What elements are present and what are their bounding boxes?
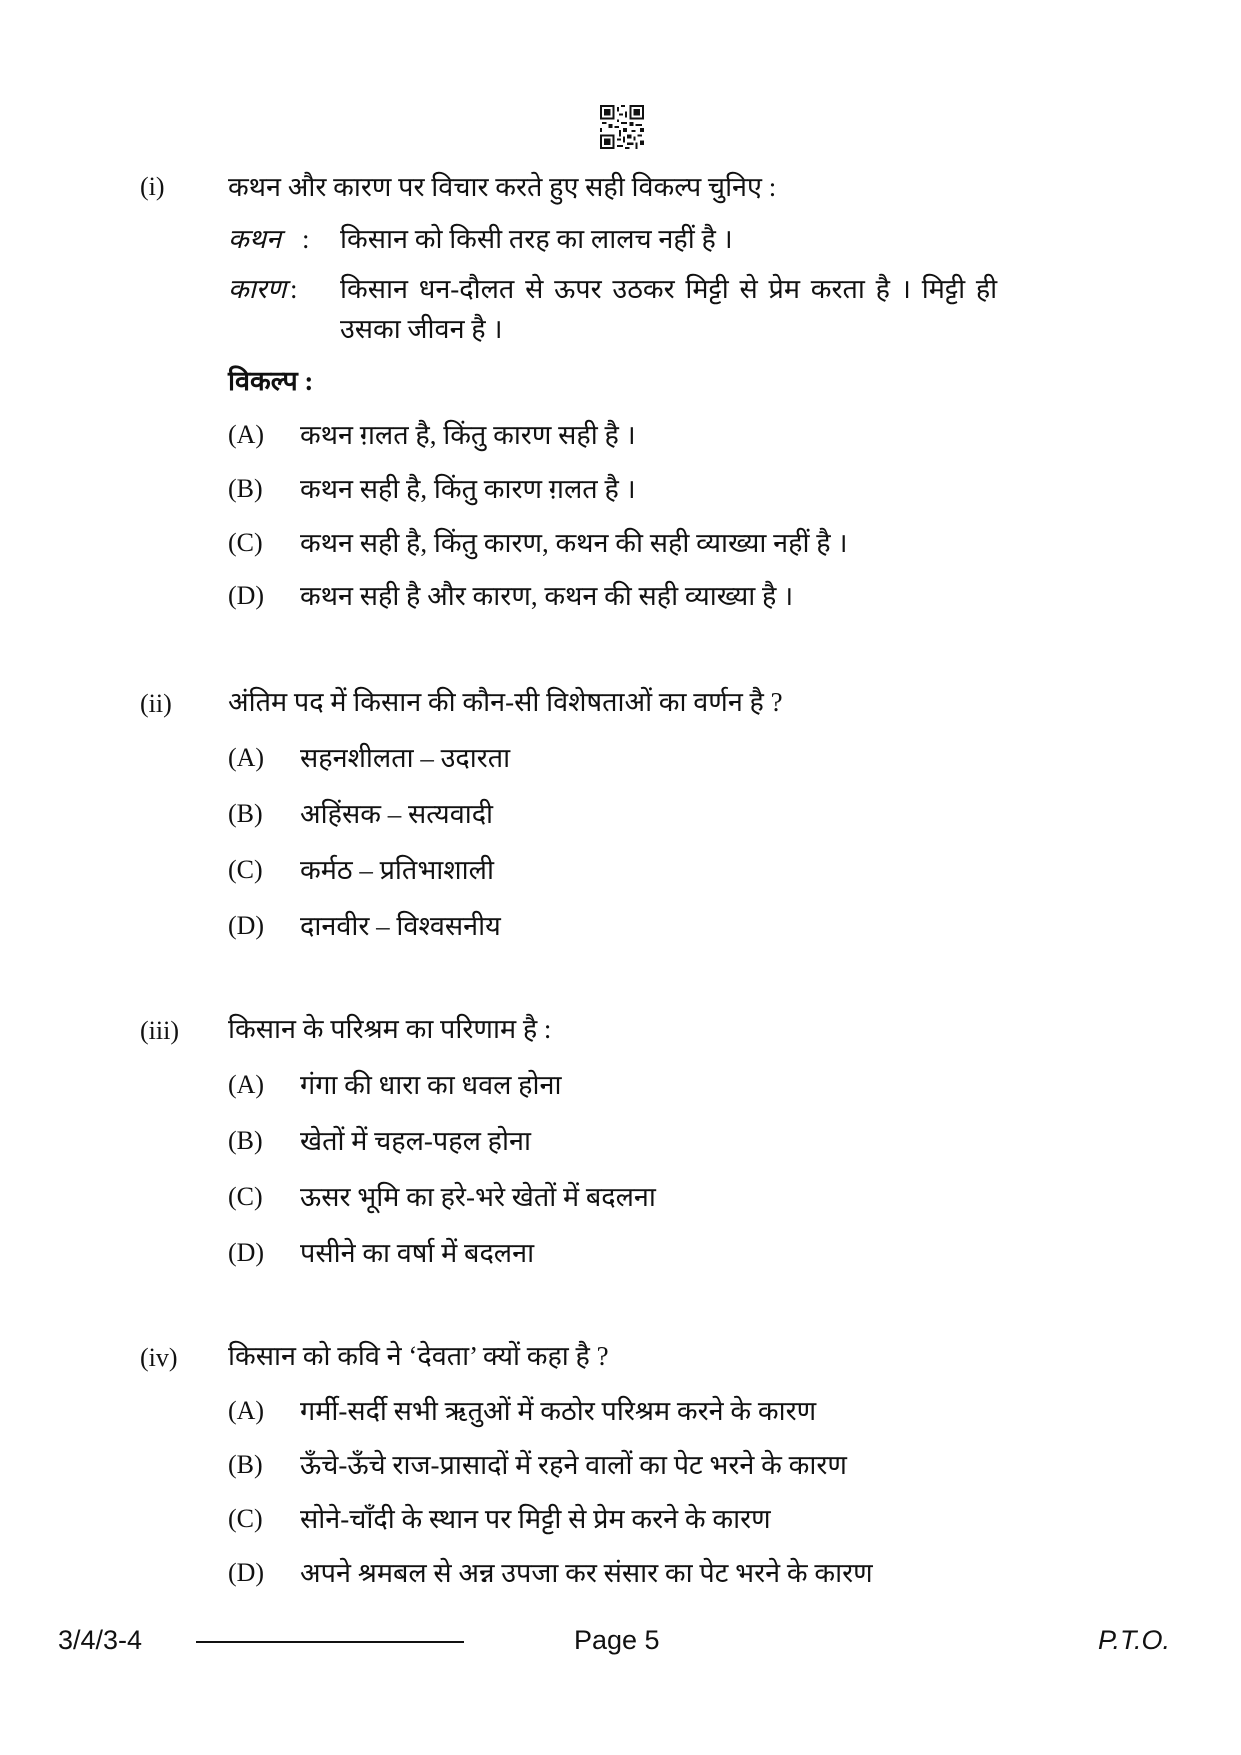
option-letter: (D) [228,911,265,940]
option-letter: (A) [228,420,265,449]
option-letter: (C) [228,1504,263,1533]
question-3-number: (iii) [140,1016,179,1045]
option-text: सहनशीलता – उदारता [300,743,511,773]
reason-separator: : [290,274,298,304]
option-letter: (B) [228,1450,263,1479]
option-letter: (C) [228,1182,263,1211]
option-letter: (A) [228,743,265,772]
assertion-separator: : [302,224,310,254]
reason-text-line-1: किसान धन-दौलत से ऊपर उठकर मिट्टी से प्रेम करता है । मिट्टी ही [340,274,998,304]
options-heading: विकल्प : [228,366,314,396]
assertion-text: किसान को किसी तरह का लालच नहीं है । [340,224,733,254]
qr-code-icon [600,105,644,149]
option-letter: (D) [228,581,265,610]
question-3-stem: किसान के परिश्रम का परिणाम है : [228,1014,552,1044]
option-text: पसीने का वर्षा में बदलना [300,1238,535,1268]
option-letter: (B) [228,1126,263,1155]
question-4-stem: किसान को कवि ने ‘देवता’ क्यों कहा है ? [228,1341,609,1371]
option-text: अहिंसक – सत्यवादी [300,799,494,829]
footer-rule [196,1641,464,1643]
option-text: कथन ग़लत है, किंतु कारण सही है । [300,420,636,450]
option-letter: (B) [228,474,263,503]
assertion-label: कथन [228,224,281,254]
option-letter: (B) [228,799,263,828]
reason-label: कारण [228,274,287,304]
reason-text-line-2: उसका जीवन है । [340,314,503,344]
question-4-number: (iv) [140,1343,178,1372]
option-letter: (D) [228,1558,265,1587]
option-letter: (D) [228,1238,265,1267]
option-text: गंगा की धारा का धवल होना [300,1070,562,1100]
option-text: दानवीर – विश्वसनीय [300,911,501,941]
footer-pto: P.T.O. [1098,1625,1171,1655]
question-1-number: (i) [140,172,165,201]
option-letter: (C) [228,855,263,884]
option-text: कथन सही है, किंतु कारण, कथन की सही व्याख्या नहीं है । [300,528,848,558]
option-letter: (A) [228,1070,265,1099]
option-text: ऊसर भूमि का हरे-भरे खेतों में बदलना [300,1182,656,1212]
footer-page-number: Page 5 [574,1625,660,1655]
option-text: कथन सही है, किंतु कारण ग़लत है । [300,474,636,504]
option-letter: (A) [228,1396,265,1425]
question-2-number: (ii) [140,689,172,718]
option-text: अपने श्रमबल से अन्न उपजा कर संसार का पेट भरने के कारण [300,1558,873,1588]
option-text: गर्मी-सर्दी सभी ऋतुओं में कठोर परिश्रम करने के कारण [300,1396,817,1426]
footer-code: 3/4/3-4 [58,1625,143,1655]
question-2-stem: अंतिम पद में किसान की कौन-सी विशेषताओं का वर्णन है ? [228,687,783,717]
option-text: खेतों में चहल-पहल होना [300,1126,531,1156]
option-text: ऊँचे-ऊँचे राज-प्रासादों में रहने वालों का पेट भरने के कारण [300,1450,847,1480]
option-text: कर्मठ – प्रतिभाशाली [300,855,494,885]
question-1-stem: कथन और कारण पर विचार करते हुए सही विकल्प चुनिए : [228,172,777,202]
option-text: सोने-चाँदी के स्थान पर मिट्टी से प्रेम करने के कारण [300,1504,771,1534]
option-letter: (C) [228,528,263,557]
option-text: कथन सही है और कारण, कथन की सही व्याख्या है । [300,581,794,611]
